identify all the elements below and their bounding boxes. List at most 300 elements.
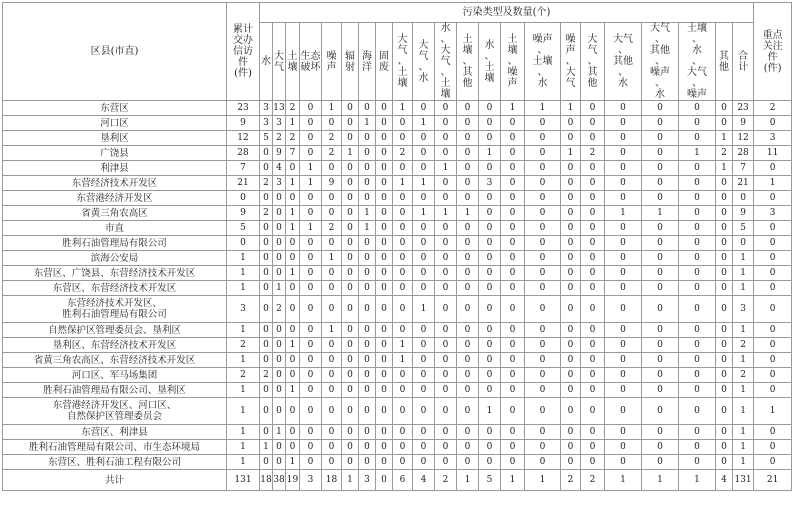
type-count-cell: 1	[733, 383, 754, 398]
type-count-cell: 0	[435, 425, 457, 440]
type-count-cell: 0	[413, 398, 435, 425]
type-count-cell: 0	[561, 455, 581, 470]
type-count-cell: 0	[393, 440, 413, 455]
type-count-cell: 0	[581, 131, 605, 146]
total-cases-cell: 1	[227, 383, 260, 398]
type-count-cell: 0	[376, 383, 393, 398]
type-count-cell: 0	[561, 161, 581, 176]
header-total-cases: 累计 交办 信访 件 (件)	[227, 3, 260, 101]
type-count-cell: 18	[260, 470, 273, 491]
type-count-cell: 0	[322, 191, 342, 206]
type-count-cell: 2	[260, 206, 273, 221]
type-count-cell: 0	[342, 101, 359, 116]
type-count-cell: 131	[733, 470, 754, 491]
header-type-3: 生态 破坏	[300, 23, 322, 101]
type-count-cell: 0	[605, 266, 642, 281]
header-type-6: 海洋	[359, 23, 376, 101]
type-count-cell: 0	[376, 440, 393, 455]
type-count-cell: 1	[479, 398, 501, 425]
type-count-cell: 0	[501, 131, 525, 146]
table-row	[3, 176, 792, 191]
header-type-0: 水	[260, 23, 273, 101]
type-count-cell: 5	[479, 470, 501, 491]
type-count-cell: 3	[733, 296, 754, 323]
type-count-cell: 0	[322, 206, 342, 221]
type-count-cell: 0	[716, 440, 733, 455]
type-count-cell: 0	[322, 236, 342, 251]
type-count-cell: 0	[561, 116, 581, 131]
type-count-cell: 0	[457, 455, 479, 470]
type-count-cell: 0	[457, 191, 479, 206]
type-count-cell: 0	[342, 425, 359, 440]
type-count-cell: 0	[286, 296, 300, 323]
type-count-cell: 0	[342, 251, 359, 266]
type-count-cell: 0	[501, 455, 525, 470]
key-cases-cell: 0	[754, 368, 792, 383]
type-count-cell: 0	[300, 368, 322, 383]
type-count-cell: 0	[479, 221, 501, 236]
type-count-cell: 0	[342, 236, 359, 251]
table-row	[3, 161, 792, 176]
type-count-cell: 1	[393, 338, 413, 353]
type-count-cell: 1	[413, 296, 435, 323]
type-count-cell: 1	[286, 455, 300, 470]
type-count-cell: 0	[286, 323, 300, 338]
total-cases-cell: 0	[227, 191, 260, 206]
type-count-cell: 0	[342, 455, 359, 470]
type-count-cell: 0	[260, 146, 273, 161]
type-count-cell: 0	[376, 251, 393, 266]
type-count-cell: 0	[605, 425, 642, 440]
type-count-cell: 0	[342, 323, 359, 338]
type-count-cell: 0	[642, 131, 679, 146]
type-count-cell: 1	[733, 398, 754, 425]
type-count-cell: 2	[286, 131, 300, 146]
type-count-cell: 0	[716, 221, 733, 236]
type-count-cell: 0	[716, 236, 733, 251]
type-count-cell: 0	[413, 161, 435, 176]
type-count-cell: 0	[679, 266, 716, 281]
type-count-cell: 0	[342, 191, 359, 206]
type-count-cell: 0	[322, 425, 342, 440]
type-count-cell: 0	[435, 353, 457, 368]
type-count-cell: 0	[581, 323, 605, 338]
type-count-cell: 0	[260, 338, 273, 353]
type-count-cell: 0	[273, 191, 286, 206]
key-cases-cell: 0	[754, 353, 792, 368]
type-count-cell: 0	[359, 368, 376, 383]
type-count-cell: 0	[273, 455, 286, 470]
type-count-cell: 0	[376, 191, 393, 206]
header-type-15: 噪 声 、 大 气	[561, 23, 581, 101]
type-count-cell: 0	[435, 455, 457, 470]
type-count-cell: 0	[376, 146, 393, 161]
type-count-cell: 0	[322, 398, 342, 425]
header-type-12: 水 、 土 壤	[479, 23, 501, 101]
type-count-cell: 0	[525, 368, 561, 383]
type-count-cell: 0	[479, 281, 501, 296]
type-count-cell: 18	[322, 470, 342, 491]
region-cell: 自然保护区管理委员会、垦利区	[3, 323, 227, 338]
type-count-cell: 0	[286, 161, 300, 176]
total-cases-cell: 1	[227, 323, 260, 338]
table-row	[3, 251, 792, 266]
key-cases-cell: 0	[754, 455, 792, 470]
type-count-cell: 1	[322, 101, 342, 116]
total-row	[3, 470, 792, 491]
type-count-cell: 0	[413, 440, 435, 455]
type-count-cell: 0	[642, 101, 679, 116]
type-count-cell: 0	[413, 368, 435, 383]
type-count-cell: 0	[679, 368, 716, 383]
key-cases-cell: 0	[754, 323, 792, 338]
type-count-cell: 0	[679, 236, 716, 251]
type-count-cell: 0	[457, 368, 479, 383]
type-count-cell: 1	[393, 101, 413, 116]
type-count-cell: 0	[273, 206, 286, 221]
type-count-cell: 0	[501, 440, 525, 455]
type-count-cell: 3	[359, 470, 376, 491]
type-count-cell: 0	[642, 191, 679, 206]
type-count-cell: 0	[457, 440, 479, 455]
type-count-cell: 0	[561, 221, 581, 236]
type-count-cell: 0	[581, 296, 605, 323]
type-count-cell: 0	[561, 131, 581, 146]
key-cases-cell: 0	[754, 338, 792, 353]
type-count-cell: 3	[479, 176, 501, 191]
type-count-cell: 2	[273, 296, 286, 323]
region-cell: 利津县	[3, 161, 227, 176]
type-count-cell: 38	[273, 470, 286, 491]
total-cases-cell: 7	[227, 161, 260, 176]
type-count-cell: 0	[561, 296, 581, 323]
type-count-cell: 0	[605, 116, 642, 131]
type-count-cell: 2	[393, 146, 413, 161]
type-count-cell: 0	[260, 236, 273, 251]
type-count-cell: 0	[413, 251, 435, 266]
type-count-cell: 0	[479, 383, 501, 398]
type-count-cell: 0	[457, 338, 479, 353]
type-count-cell: 0	[679, 251, 716, 266]
type-count-cell: 0	[393, 323, 413, 338]
type-count-cell: 2	[581, 146, 605, 161]
type-count-cell: 0	[376, 338, 393, 353]
total-cases-cell: 2	[227, 368, 260, 383]
type-count-cell: 0	[435, 131, 457, 146]
table-row	[3, 281, 792, 296]
type-count-cell: 0	[679, 455, 716, 470]
type-count-cell: 0	[561, 323, 581, 338]
type-count-cell: 0	[501, 146, 525, 161]
type-count-cell: 1	[359, 206, 376, 221]
type-count-cell: 0	[322, 266, 342, 281]
type-count-cell: 0	[679, 101, 716, 116]
type-count-cell: 0	[457, 266, 479, 281]
type-count-cell: 23	[733, 101, 754, 116]
type-count-cell: 0	[479, 206, 501, 221]
table-row	[3, 221, 792, 236]
type-count-cell: 0	[359, 281, 376, 296]
type-count-cell: 0	[605, 353, 642, 368]
header-type-2: 土 壤	[286, 23, 300, 101]
type-count-cell: 0	[300, 116, 322, 131]
type-count-cell: 0	[561, 338, 581, 353]
type-count-cell: 0	[501, 191, 525, 206]
type-count-cell: 0	[501, 281, 525, 296]
type-count-cell: 0	[435, 146, 457, 161]
region-cell: 东营区、胜利石油工程有限公司	[3, 455, 227, 470]
type-count-cell: 0	[260, 425, 273, 440]
type-count-cell: 0	[501, 176, 525, 191]
type-count-cell: 0	[342, 206, 359, 221]
type-count-cell: 0	[359, 455, 376, 470]
type-count-cell: 0	[716, 398, 733, 425]
type-count-cell: 0	[359, 338, 376, 353]
type-count-cell: 0	[479, 440, 501, 455]
type-count-cell: 0	[457, 281, 479, 296]
key-cases-cell: 3	[754, 131, 792, 146]
type-count-cell: 1	[501, 101, 525, 116]
type-count-cell: 0	[286, 251, 300, 266]
type-count-cell: 0	[605, 236, 642, 251]
type-count-cell: 0	[642, 176, 679, 191]
type-count-cell: 0	[413, 236, 435, 251]
type-count-cell: 0	[716, 368, 733, 383]
type-count-cell: 0	[716, 251, 733, 266]
type-count-cell: 3	[260, 116, 273, 131]
type-count-cell: 0	[273, 236, 286, 251]
type-count-cell: 0	[581, 383, 605, 398]
type-count-cell: 0	[435, 398, 457, 425]
type-count-cell: 0	[435, 338, 457, 353]
type-count-cell: 0	[359, 266, 376, 281]
header-type-11: 土 壤 、 其 他	[457, 23, 479, 101]
region-cell: 省黄三角农高区、东营经济技术开发区	[3, 353, 227, 368]
type-count-cell: 0	[716, 296, 733, 323]
type-count-cell: 0	[393, 398, 413, 425]
type-count-cell: 0	[501, 323, 525, 338]
type-count-cell: 0	[300, 251, 322, 266]
key-cases-cell: 0	[754, 440, 792, 455]
type-count-cell: 0	[376, 470, 393, 491]
type-count-cell: 0	[413, 425, 435, 440]
type-count-cell: 0	[376, 425, 393, 440]
type-count-cell: 1	[286, 338, 300, 353]
key-cases-cell: 0	[754, 236, 792, 251]
type-count-cell: 0	[525, 116, 561, 131]
type-count-cell: 0	[342, 266, 359, 281]
type-count-cell: 0	[525, 176, 561, 191]
type-count-cell: 0	[561, 425, 581, 440]
type-count-cell: 0	[679, 191, 716, 206]
type-count-cell: 1	[716, 161, 733, 176]
type-count-cell: 0	[605, 146, 642, 161]
type-count-cell: 1	[501, 470, 525, 491]
type-count-cell: 0	[525, 191, 561, 206]
type-count-cell: 0	[300, 455, 322, 470]
type-count-cell: 0	[457, 251, 479, 266]
type-count-cell: 1	[457, 470, 479, 491]
type-count-cell: 0	[273, 398, 286, 425]
type-count-cell: 0	[501, 236, 525, 251]
type-count-cell: 0	[479, 296, 501, 323]
type-count-cell: 0	[605, 191, 642, 206]
type-count-cell: 0	[642, 146, 679, 161]
type-count-cell: 0	[300, 323, 322, 338]
type-count-cell: 0	[376, 221, 393, 236]
type-count-cell: 0	[286, 236, 300, 251]
region-cell: 广饶县	[3, 146, 227, 161]
type-count-cell: 0	[260, 221, 273, 236]
type-count-cell: 1	[359, 116, 376, 131]
type-count-cell: 0	[413, 101, 435, 116]
type-count-cell: 0	[479, 161, 501, 176]
type-count-cell: 0	[581, 251, 605, 266]
type-count-cell: 0	[322, 116, 342, 131]
type-count-cell: 0	[642, 251, 679, 266]
type-count-cell: 0	[286, 353, 300, 368]
type-count-cell: 0	[457, 425, 479, 440]
type-count-cell: 0	[525, 323, 561, 338]
type-count-cell: 0	[561, 440, 581, 455]
type-count-cell: 1	[286, 176, 300, 191]
type-count-cell: 0	[322, 338, 342, 353]
key-cases-cell: 21	[754, 470, 792, 491]
key-cases-cell: 0	[754, 116, 792, 131]
type-count-cell: 0	[642, 296, 679, 323]
type-count-cell: 0	[501, 338, 525, 353]
type-count-cell: 0	[359, 296, 376, 323]
type-count-cell: 0	[457, 398, 479, 425]
type-count-cell: 0	[642, 116, 679, 131]
type-count-cell: 5	[733, 221, 754, 236]
type-count-cell: 0	[376, 368, 393, 383]
type-count-cell: 0	[393, 191, 413, 206]
type-count-cell: 0	[561, 266, 581, 281]
region-cell: 东营港经济开发区、河口区、 自然保护区管理委员会	[3, 398, 227, 425]
type-count-cell: 0	[642, 338, 679, 353]
type-count-cell: 0	[605, 455, 642, 470]
type-count-cell: 0	[342, 296, 359, 323]
key-cases-cell: 0	[754, 281, 792, 296]
type-count-cell: 0	[376, 206, 393, 221]
type-count-cell: 2	[260, 176, 273, 191]
type-count-cell: 9	[322, 176, 342, 191]
type-count-cell: 0	[605, 176, 642, 191]
type-count-cell: 0	[716, 455, 733, 470]
type-count-cell: 4	[273, 161, 286, 176]
type-count-cell: 1	[642, 206, 679, 221]
type-count-cell: 0	[393, 161, 413, 176]
type-count-cell: 1	[342, 146, 359, 161]
header-type-19: 土壤 、 水 、 大气 、 噪声	[679, 23, 716, 101]
type-count-cell: 0	[457, 161, 479, 176]
type-count-cell: 0	[300, 440, 322, 455]
type-count-cell: 4	[716, 470, 733, 491]
type-count-cell: 0	[322, 281, 342, 296]
type-count-cell: 0	[525, 440, 561, 455]
type-count-cell: 19	[286, 470, 300, 491]
type-count-cell: 0	[716, 323, 733, 338]
type-count-cell: 0	[581, 191, 605, 206]
type-count-cell: 0	[581, 425, 605, 440]
total-cases-cell: 1	[227, 440, 260, 455]
type-count-cell: 1	[733, 425, 754, 440]
type-count-cell: 0	[300, 338, 322, 353]
type-count-cell: 0	[435, 383, 457, 398]
type-count-cell: 2	[561, 470, 581, 491]
type-count-cell: 0	[376, 116, 393, 131]
type-count-cell: 1	[300, 221, 322, 236]
type-count-cell: 0	[525, 266, 561, 281]
type-count-cell: 0	[393, 296, 413, 323]
type-count-cell: 0	[342, 368, 359, 383]
type-count-cell: 3	[260, 101, 273, 116]
type-count-cell: 0	[605, 440, 642, 455]
total-cases-cell: 12	[227, 131, 260, 146]
total-cases-cell: 1	[227, 251, 260, 266]
total-cases-cell: 5	[227, 221, 260, 236]
type-count-cell: 0	[435, 296, 457, 323]
key-cases-cell: 0	[754, 383, 792, 398]
type-count-cell: 0	[435, 251, 457, 266]
table-row	[3, 455, 792, 470]
type-count-cell: 0	[679, 338, 716, 353]
type-count-cell: 0	[479, 266, 501, 281]
type-count-cell: 1	[733, 353, 754, 368]
header-type-5: 辐射	[342, 23, 359, 101]
type-count-cell: 0	[581, 338, 605, 353]
type-count-cell: 0	[561, 176, 581, 191]
type-count-cell: 0	[342, 440, 359, 455]
region-cell: 东营区	[3, 101, 227, 116]
type-count-cell: 0	[286, 281, 300, 296]
key-cases-cell: 1	[754, 176, 792, 191]
total-cases-cell: 1	[227, 266, 260, 281]
type-count-cell: 0	[561, 383, 581, 398]
type-count-cell: 0	[561, 281, 581, 296]
region-cell: 东营经济技术开发区、 胜利石油管理局有限公司	[3, 296, 227, 323]
type-count-cell: 0	[605, 383, 642, 398]
region-cell: 市直	[3, 221, 227, 236]
type-count-cell: 0	[716, 101, 733, 116]
type-count-cell: 1	[273, 425, 286, 440]
type-count-cell: 0	[479, 236, 501, 251]
type-count-cell: 1	[605, 470, 642, 491]
type-count-cell: 0	[359, 191, 376, 206]
type-count-cell: 1	[605, 206, 642, 221]
type-count-cell: 0	[359, 323, 376, 338]
type-count-cell: 0	[716, 176, 733, 191]
total-cases-cell: 1	[227, 353, 260, 368]
type-count-cell: 0	[501, 221, 525, 236]
type-count-cell: 0	[716, 338, 733, 353]
type-count-cell: 0	[457, 131, 479, 146]
type-count-cell: 0	[286, 191, 300, 206]
type-count-cell: 1	[561, 101, 581, 116]
type-count-cell: 0	[561, 191, 581, 206]
type-count-cell: 0	[322, 296, 342, 323]
key-cases-cell: 3	[754, 206, 792, 221]
type-count-cell: 0	[716, 353, 733, 368]
type-count-cell: 0	[435, 236, 457, 251]
type-count-cell: 0	[413, 383, 435, 398]
key-cases-cell: 0	[754, 425, 792, 440]
header-type-14: 噪声 、 土壤 、 水	[525, 23, 561, 101]
type-count-cell: 0	[393, 221, 413, 236]
type-count-cell: 0	[581, 206, 605, 221]
header-type-16: 大 气 、 其 他	[581, 23, 605, 101]
